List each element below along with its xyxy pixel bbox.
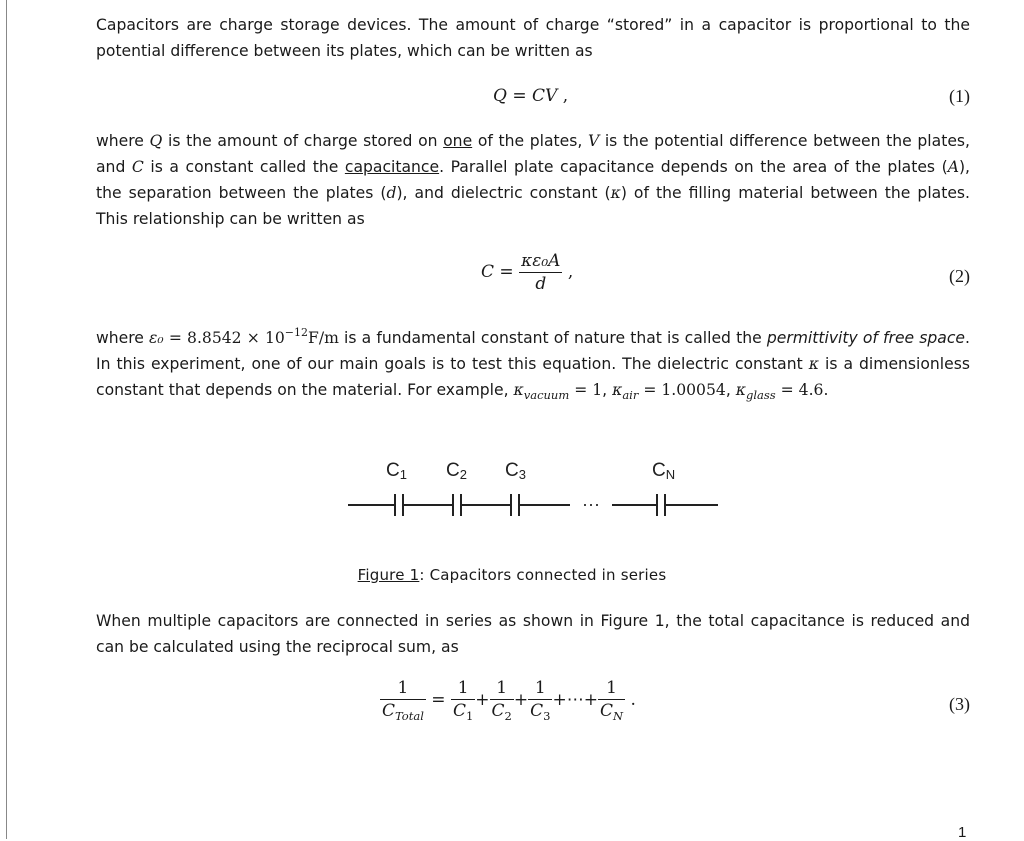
paragraph-series: When multiple capacitors are connected in series as shown in Figure 1, the total capacitance is reduced and can be calculated using the reciprocal sum, as <box>96 612 970 656</box>
equation-3-term-cn: $\frac{1}{C_N}$ <box>599 678 624 723</box>
capacitor-label-cn: CN <box>652 460 676 482</box>
equation-2: C = $\frac{\text{κε₀A}}{d}$ , <box>481 251 574 294</box>
series-ellipsis: ··· <box>582 494 600 514</box>
equation-1-number: (1) <box>949 86 970 106</box>
equation-2-fraction: $\frac{\text{κε₀A}}{d}$ <box>521 251 561 294</box>
equation-2-number: (2) <box>949 266 970 286</box>
equation-3-term-c1: $\frac{1}{C_1}$ <box>452 678 474 723</box>
equation-3-number: (3) <box>949 694 970 714</box>
series-capacitor-diagram <box>340 485 730 525</box>
paragraph-permittivity: where $\varepsilon_0 = 8.8542 \times 10^{-12}F/m$ is a fundamental constant of nature that is called the permittivity of free space. In this experiment, one of our main goals is to test this equation. The dielectric constant κ is a dimensionless constant that depends on the material. For example, $\kappa_{vacuum} = 1$, $\kappa_{air} = 1.00054$, $\kappa_{glass} = 4.6$. <box>96 326 970 402</box>
equation-1: Q = CV , <box>493 86 569 106</box>
equation-3-term-c2: $\frac{1}{C_2}$ <box>491 678 512 723</box>
page-left-border <box>6 0 7 839</box>
paragraph-capacitance: where Q is the amount of charge stored on one of the plates, V is the potential difference between the plates, and C is a constant called the capacitance. Parallel plate capacitance depends on the area of the plates (A), the separation between the plates (d), and dielectric constant (κ) of the filling material between the plates. This relationship can be written as <box>96 132 971 228</box>
equation-3: $\frac{1}{C_{Total}}$ = $\frac{1}{C_1}$ + $\frac{1}{C_2}$ + $\frac{1}{C_3}$ +⋯+ $\frac{1}{C_N}$ . <box>382 678 636 723</box>
figure-1-caption: Figure 1: Capacitors connected in series <box>357 566 667 584</box>
equation-3-lhs-fraction: $\frac{1}{C_{Total}}$ <box>382 678 424 723</box>
capacitor-label-c2: C2 <box>446 460 467 482</box>
paragraph-intro: Capacitors are charge storage devices. The amount of charge “stored” in a capacitor is proportional to the potential difference between its plates, which can be written as <box>96 16 970 60</box>
capacitor-label-c1: C1 <box>386 460 407 482</box>
capacitor-label-c3: C3 <box>505 460 526 482</box>
page-number: 1 <box>958 824 967 841</box>
equation-3-term-c3: $\frac{1}{C_3}$ <box>530 678 551 723</box>
